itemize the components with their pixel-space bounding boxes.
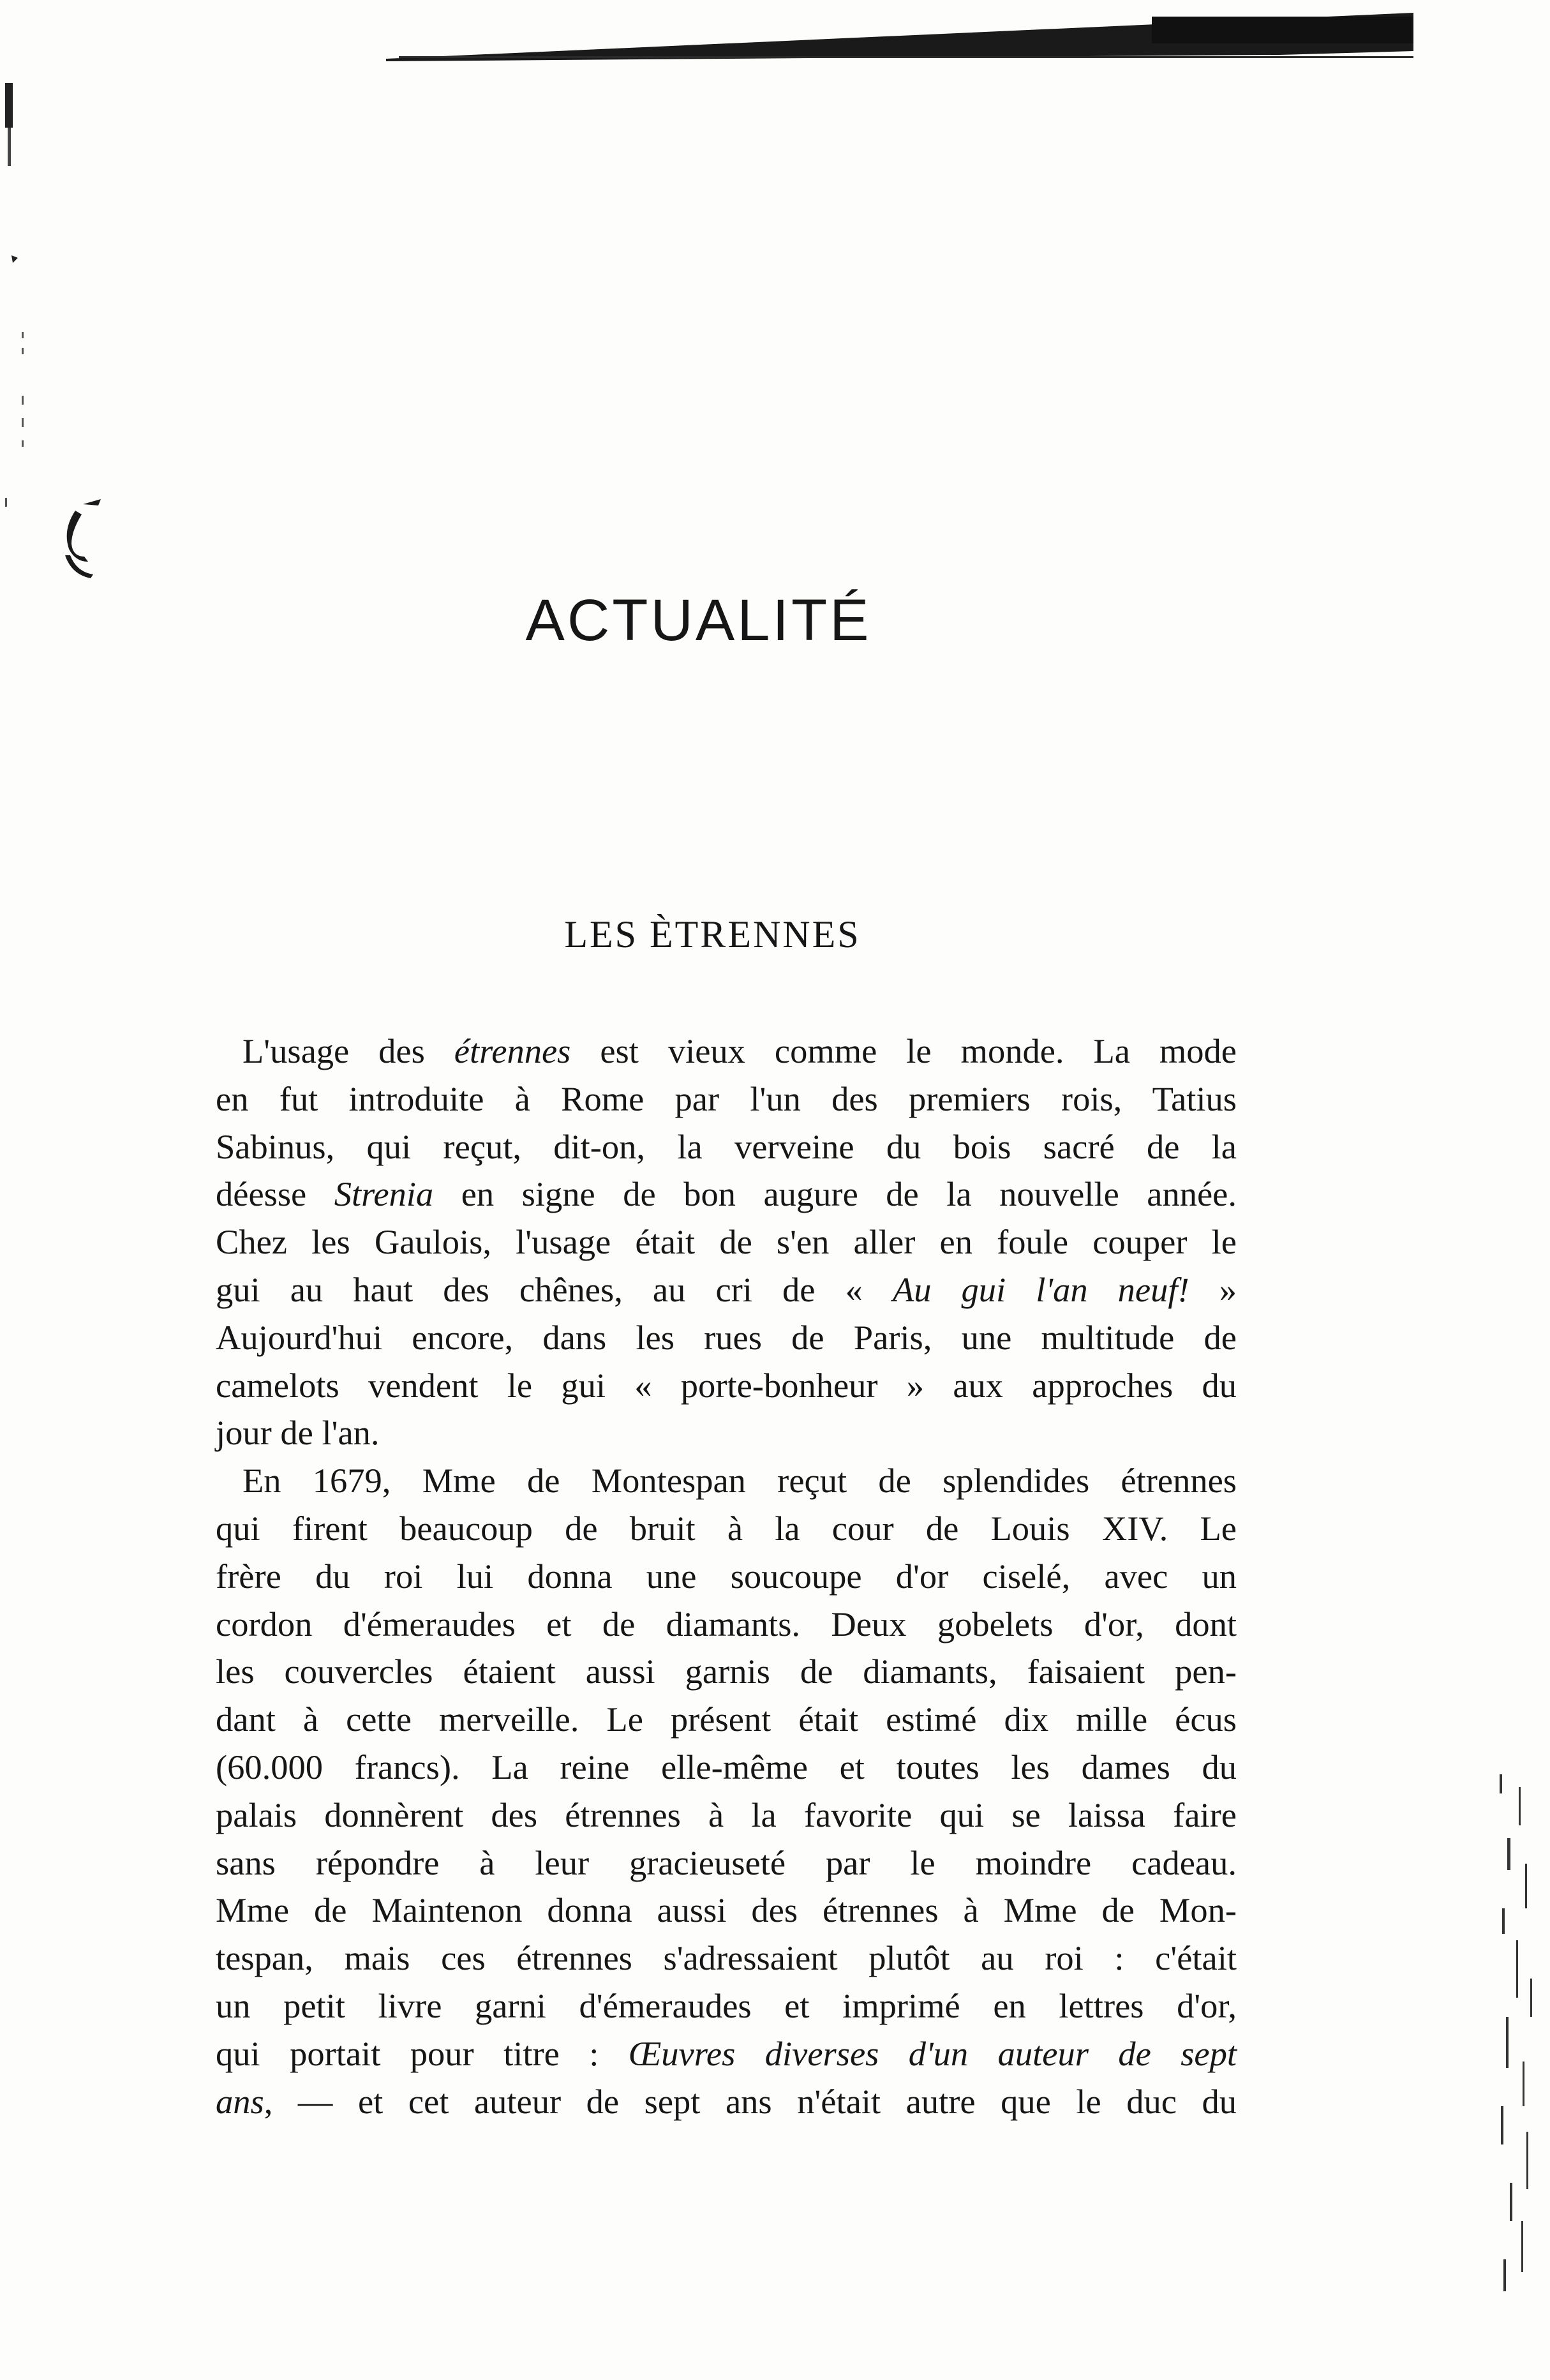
text-segment: qui firent beaucoup de bruit à la cour de Louis XIV. Le [216,1508,1237,1548]
text-line [216,1982,1237,2030]
text-line [216,1505,1237,1553]
text-segment: » [1189,1269,1237,1309]
text-segment: Strenia [334,1174,434,1214]
text-segment: camelots vendent le gui « porte-bonheur » aux approches du [216,1365,1237,1405]
text-segment: L'usage des [242,1031,454,1070]
article-body [216,1028,1237,2125]
text-segment: déesse [216,1174,334,1214]
text-line [216,1123,1237,1171]
text-line [216,1601,1237,1649]
text-segment: Mme de Maintenon donna aussi des étrennes à Mme de Mon- [216,1890,1237,1930]
text-line [216,1744,1237,1792]
text-segment: est vieux comme le monde. La mode [570,1031,1237,1070]
page-heading: ACTUALITÉ [525,588,872,653]
text-segment: gui au haut des chênes, au cri de « [216,1269,893,1309]
text-line [216,1935,1237,1982]
text-segment: sans répondre à leur gracieuseté par le moindre cadeau. [216,1843,1237,1882]
text-segment: un petit livre garni d'émeraudes et imprimé en lettres d'or, [216,1986,1237,2025]
text-line [216,1266,1237,1314]
text-segment: en fut introduite à Rome par l'un des premiers rois, Tatius [216,1079,1237,1118]
text-segment: , — et cet auteur de sept ans n'était autre que le duc du [264,2081,1237,2121]
text-segment: qui portait pour titre : [216,2033,629,2073]
text-line [216,1839,1237,1887]
text-line [216,1171,1237,1218]
text-segment: en signe de bon augure de la nouvelle année. [433,1174,1237,1214]
text-line [216,1457,1237,1505]
scan-edge-marks [1487,1774,1544,2298]
text-segment: cordon d'émeraudes et de diamants. Deux gobelets d'or, dont [216,1604,1237,1643]
text-line [216,1218,1237,1266]
text-line [216,1409,1237,1457]
text-line [216,1887,1237,1935]
text-line [216,1362,1237,1410]
text-segment: frère du roi lui donna une soucoupe d'or ciselé, avec un [216,1556,1237,1596]
text-line [216,1792,1237,1839]
text-segment: Aujourd'hui encore, dans les rues de Paris, une multitude de [216,1317,1237,1357]
text-line [216,1028,1237,1075]
text-line [216,2030,1237,2078]
text-segment: étrennes [454,1031,571,1070]
text-segment: palais donnèrent des étrennes à la favorite qui se laissa faire [216,1795,1237,1834]
text-segment: ans [216,2081,264,2121]
text-segment: Chez les Gaulois, l'usage était de s'en aller en foule couper le [216,1222,1237,1262]
section-title: LES ÈTRENNES [564,913,861,955]
text-line [216,1648,1237,1696]
text-line [216,1075,1237,1123]
text-segment: Sabinus, qui reçut, dit-on, la verveine du bois sacré de la [216,1126,1237,1166]
text-segment: tespan, mais ces étrennes s'adressaient plutôt au roi : c'était [216,1938,1237,1978]
text-segment: En 1679, Mme de Montespan reçut de splendides étrennes [242,1461,1237,1501]
text-segment: Œuvres diverses d'un auteur de sept [628,2033,1237,2073]
text-segment: Au gui l'an neuf! [892,1269,1189,1309]
text-segment: les couvercles étaient aussi garnis de diamants, faisaient pen- [216,1652,1237,1691]
text-segment: jour de l'an. [216,1413,380,1453]
text-line [216,1553,1237,1601]
text-segment: (60.000 francs). La reine elle-même et toutes les dames du [216,1747,1237,1786]
text-line [216,2078,1237,2126]
top-rule [386,13,1413,65]
text-segment: dant à cette merveille. Le présent était estimé dix mille écus [216,1700,1237,1739]
scan-margin-marks [0,64,140,587]
text-line [216,1696,1237,1744]
text-line [216,1314,1237,1362]
